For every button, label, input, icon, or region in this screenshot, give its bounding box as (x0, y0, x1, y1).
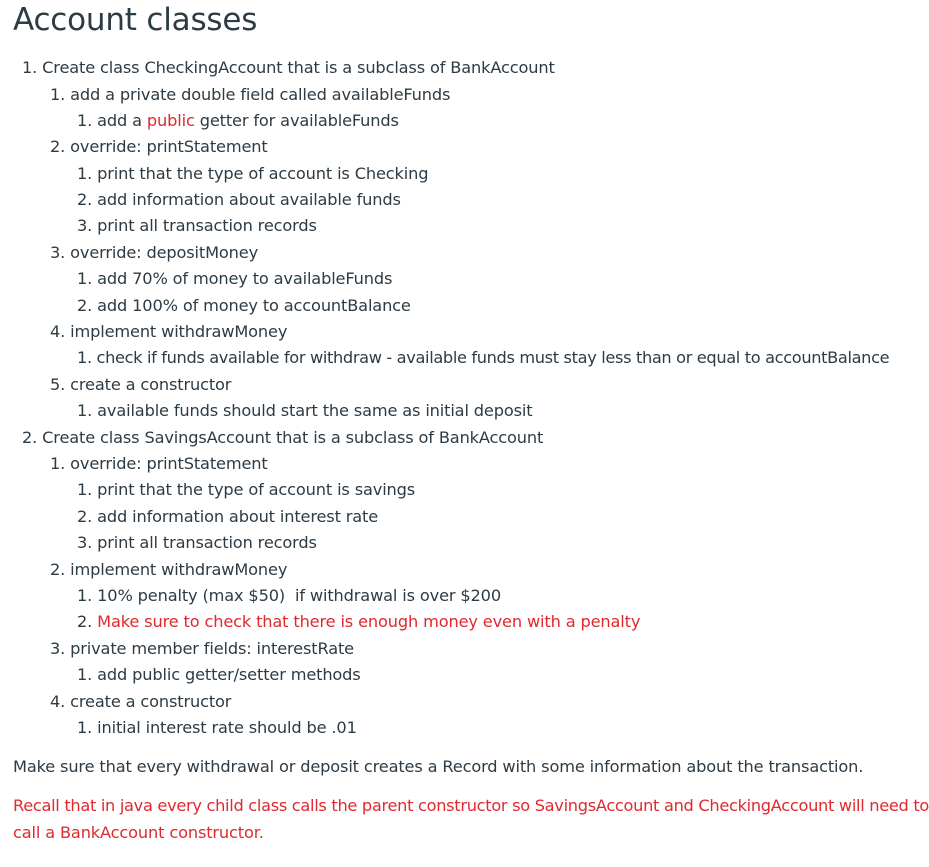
outline-subitem: 3. private member fields: interestRate (50, 639, 354, 658)
outline-subsubitem: 1. check if funds available for withdraw - available funds must stay less than or equal to accountBalance (77, 348, 890, 367)
outline-subsubitem (77, 111, 399, 131)
text-segment: 1. add a (77, 111, 147, 130)
outline-subsubitem: 2. add information about interest rate (77, 507, 379, 526)
text-segment: getter for availableFunds (194, 111, 399, 130)
outline-subitem: 1. override: printStatement (50, 454, 268, 473)
page-title: Account classes (13, 2, 258, 38)
outline-subitem: 2. override: printStatement (50, 137, 268, 156)
outline-subsubitem: 1. initial interest rate should be .01 (77, 718, 357, 737)
outline-subsubitem: 3. print all transaction records (77, 533, 317, 552)
outline-subsubitem: 1. available funds should start the same as initial deposit (77, 401, 533, 420)
outline-subitem: 3. override: depositMoney (50, 243, 258, 262)
outline-subsubitem: 1. add 70% of money to availableFunds (77, 269, 393, 288)
note-paragraph: Make sure that every withdrawal or deposit creates a Record with some information about the transaction. (13, 757, 864, 776)
outline-subitem: 4. implement withdrawMoney (50, 322, 288, 341)
outline-subsubitem: 1. 10% penalty (max $50) if withdrawal is over $200 (77, 586, 501, 605)
outline-item-checking: 1. Create class CheckingAccount that is a subclass of BankAccount (22, 58, 555, 77)
outline-subsubitem: 1. print that the type of account is Checking (77, 164, 429, 183)
outline-subsubitem: 1. add public getter/setter methods (77, 665, 361, 684)
outline-item-savings: 2. Create class SavingsAccount that is a subclass of BankAccount (22, 428, 544, 447)
outline-subsubitem: 3. print all transaction records (77, 216, 317, 235)
highlighted-text: public (146, 111, 195, 130)
text-segment: 2. (77, 612, 98, 631)
outline-subsubitem: 2. add 100% of money to accountBalance (77, 296, 411, 315)
recall-paragraph-line1: Recall that in java every child class calls the parent constructor so SavingsAccount and CheckingAccount will need to (13, 796, 929, 815)
outline-subsubitem: 2. add information about available funds (77, 190, 401, 209)
outline-subsubitem: 1. print that the type of account is savings (77, 480, 416, 499)
recall-paragraph-line2: call a BankAccount constructor. (13, 823, 264, 842)
highlighted-text: Make sure to check that there is enough money even with a penalty (97, 612, 641, 631)
outline-subitem: 5. create a constructor (50, 375, 232, 394)
outline-subsubitem (77, 612, 640, 632)
outline-subitem: 1. add a private double field called availableFunds (50, 85, 451, 104)
outline-subitem: 2. implement withdrawMoney (50, 560, 288, 579)
outline-subitem: 4. create a constructor (50, 692, 232, 711)
